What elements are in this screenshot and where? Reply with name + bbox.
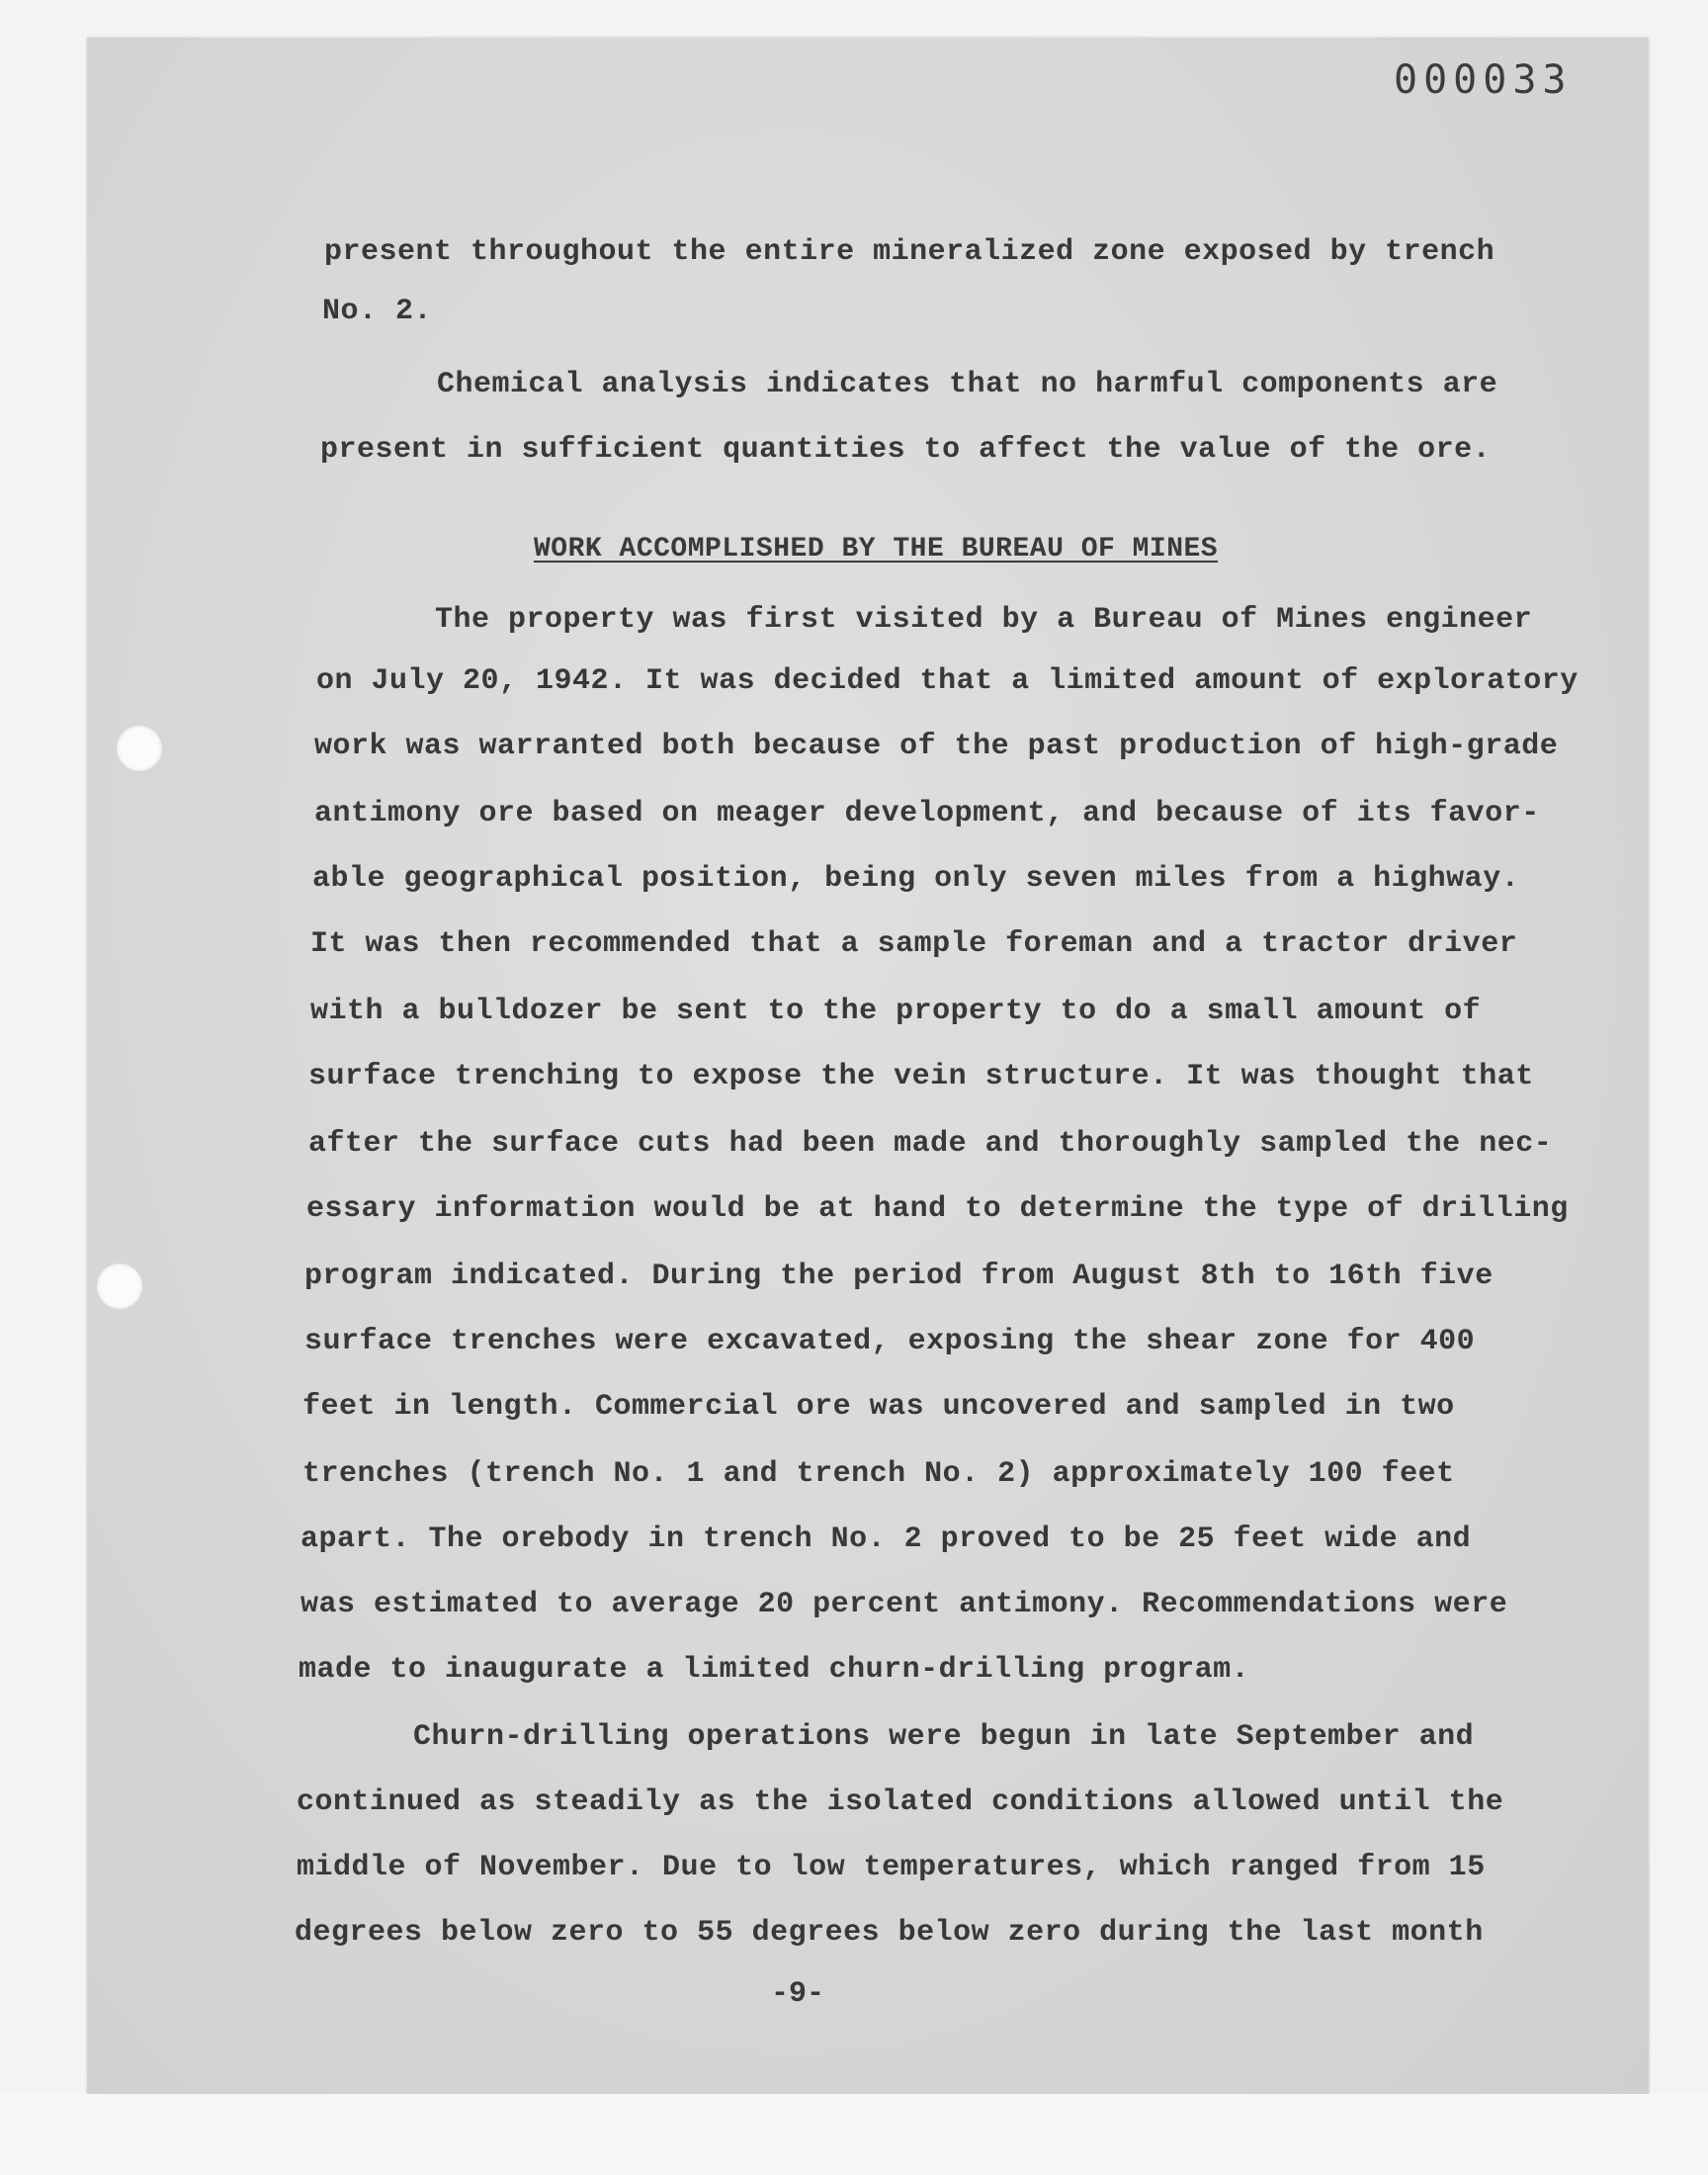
text-line: No. 2.	[322, 295, 433, 328]
text-line: degrees below zero to 55 degrees below zero during the last month	[295, 1916, 1484, 1950]
text-line: essary information would be at hand to determine the type of drilling	[306, 1192, 1569, 1226]
punch-hole-top	[117, 726, 162, 771]
text-line: on July 20, 1942. It was decided that a limited amount of exploratory	[316, 664, 1579, 698]
text-line: surface trenches were excavated, exposing the shear zone for 400	[304, 1325, 1476, 1358]
text-line: present in sufficient quantities to affect the value of the ore.	[320, 433, 1492, 467]
text-line: apart. The orebody in trench No. 2 proved to be 25 feet wide and	[300, 1522, 1472, 1556]
scan-margin	[0, 2094, 1708, 2175]
text-line: after the surface cuts had been made and thoroughly sampled the nec-	[308, 1127, 1553, 1161]
text-line: Churn-drilling operations were begun in late September and	[413, 1720, 1475, 1754]
text-line: present throughout the entire mineralized zone exposed by trench	[324, 235, 1495, 269]
page-number: -9-	[771, 1977, 825, 2011]
section-heading: WORK ACCOMPLISHED BY THE BUREAU OF MINES	[534, 534, 1219, 565]
text-line: Chemical analysis indicates that no harmful components are	[437, 368, 1498, 401]
text-line: program indicated. During the period from August 8th to 16th five	[304, 1260, 1494, 1293]
document-stamp-number: 000033	[1394, 57, 1573, 103]
text-line: made to inaugurate a limited churn-drilling program.	[299, 1653, 1250, 1687]
text-line: It was then recommended that a sample foreman and a tractor driver	[310, 927, 1518, 961]
text-line: was estimated to average 20 percent antimony. Recommendations were	[300, 1588, 1508, 1621]
punch-hole-bottom	[97, 1263, 142, 1309]
text-line: antimony ore based on meager development, and because of its favor-	[314, 797, 1540, 830]
text-line: The property was first visited by a Bureau of Mines engineer	[435, 603, 1533, 637]
text-line: trenches (trench No. 1 and trench No. 2) approximately 100 feet	[302, 1457, 1455, 1491]
text-line: surface trenching to expose the vein structure. It was thought that	[308, 1060, 1534, 1093]
text-line: with a bulldozer be sent to the property to do a small amount of	[310, 995, 1482, 1028]
text-line: able geographical position, being only seven miles from a highway.	[312, 862, 1520, 896]
text-line: continued as steadily as the isolated conditions allowed until the	[297, 1785, 1504, 1819]
text-line: work was warranted both because of the past production of high-grade	[314, 730, 1559, 763]
text-line: middle of November. Due to low temperatures, which ranged from 15	[297, 1851, 1486, 1884]
text-line: feet in length. Commercial ore was uncovered and sampled in two	[302, 1390, 1455, 1424]
